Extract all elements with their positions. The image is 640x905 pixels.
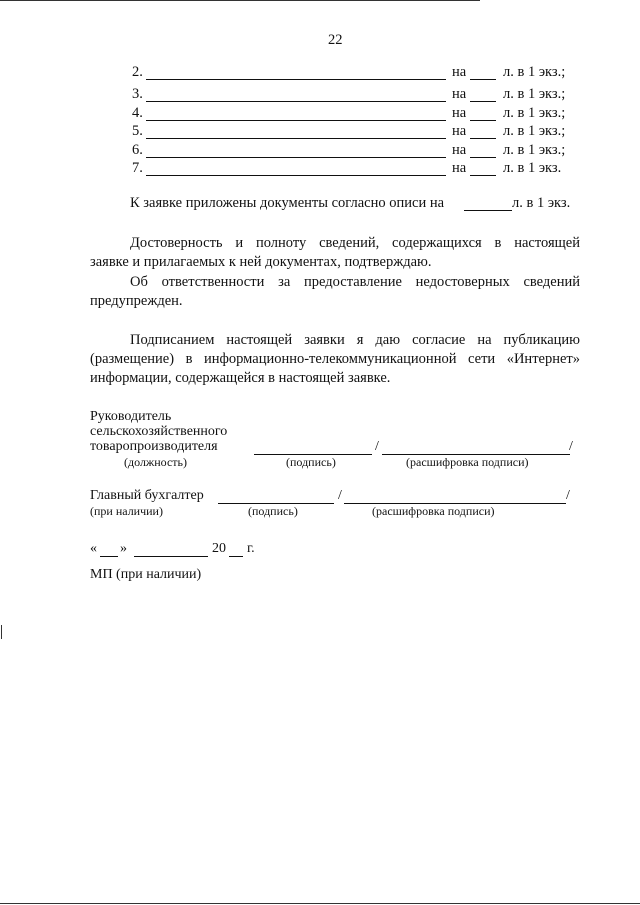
item-suffix: л. в 1 экз.; — [503, 123, 566, 139]
item-number: 2. — [132, 64, 143, 80]
item-suffix: л. в 1 экз.; — [503, 142, 566, 158]
item-sheets-blank — [470, 175, 496, 176]
date-year-blank — [229, 556, 243, 557]
date-close-quote: » — [120, 541, 127, 556]
item-suffix: л. в 1 экз. — [503, 160, 562, 176]
responsibility-line-1: Об ответственности за предоставление недостоверных сведений — [130, 274, 580, 290]
head-caption-position: (должность) — [124, 455, 187, 469]
item-na: на — [452, 142, 467, 158]
item-number: 5. — [132, 123, 143, 139]
accountant-slash: / — [338, 488, 342, 503]
item-number: 7. — [132, 160, 143, 176]
attachment-sheets-blank — [464, 210, 512, 211]
reliability-line-1: Достоверность и полноту сведений, содержащихся в настоящей — [130, 235, 580, 251]
item-sheets-blank — [470, 157, 496, 158]
stamp-label: МП (при наличии) — [90, 567, 202, 582]
attachment-text: К заявке приложены документы согласно описи на — [130, 195, 445, 211]
item-number: 3. — [132, 86, 143, 102]
scan-edge-bottom — [0, 903, 640, 904]
item-number: 4. — [132, 105, 143, 121]
head-caption-signature: (подпись) — [286, 455, 336, 469]
item-na: на — [452, 123, 467, 139]
item-sheets-blank — [470, 79, 496, 80]
consent-line-3: информации, содержащейся в настоящей заявке. — [90, 370, 391, 386]
head-slash: / — [375, 439, 379, 454]
date-year-prefix: 20 — [212, 541, 226, 556]
item-title-blank — [146, 157, 446, 158]
attachment-suffix: л. в 1 экз. — [512, 195, 571, 211]
scan-edge-left-mark — [1, 625, 2, 639]
item-suffix: л. в 1 экз.; — [503, 64, 566, 80]
item-na: на — [452, 160, 467, 176]
scan-edge-top — [0, 0, 480, 1]
accountant-caption-signature: (подпись) — [248, 504, 298, 518]
item-na: на — [452, 86, 467, 102]
consent-line-1: Подписанием настоящей заявки я даю согласие на публикацию — [130, 332, 580, 348]
consent-line-2: (размещение) в информационно-телекоммуникационной сети «Интернет» — [90, 351, 580, 367]
head-title-line-1: Руководитель — [90, 409, 172, 424]
accountant-title: Главный бухгалтер — [90, 488, 204, 503]
item-title-blank — [146, 101, 446, 102]
item-na: на — [452, 64, 467, 80]
responsibility-line-2: предупрежден. — [90, 293, 183, 309]
page-number: 22 — [328, 32, 343, 48]
item-title-blank — [146, 138, 446, 139]
reliability-line-2: заявке и прилагаемых к ней документах, подтверждаю. — [90, 254, 432, 270]
item-title-blank — [146, 79, 446, 80]
accountant-caption-note: (при наличии) — [90, 504, 163, 518]
item-na: на — [452, 105, 467, 121]
head-title-line-2: сельскохозяйственного — [90, 424, 228, 439]
item-sheets-blank — [470, 120, 496, 121]
head-slash-end: / — [569, 439, 573, 454]
item-suffix: л. в 1 экз.; — [503, 86, 566, 102]
date-open-quote: « — [90, 541, 97, 556]
accountant-slash-end: / — [566, 488, 570, 503]
date-year-suffix: г. — [247, 541, 255, 556]
accountant-caption-decoding: (расшифровка подписи) — [372, 504, 495, 518]
head-caption-decoding: (расшифровка подписи) — [406, 455, 529, 469]
item-title-blank — [146, 120, 446, 121]
item-sheets-blank — [470, 138, 496, 139]
item-number: 6. — [132, 142, 143, 158]
head-title-line-3: товаропроизводителя — [90, 439, 218, 454]
date-month-blank — [134, 556, 208, 557]
item-sheets-blank — [470, 101, 496, 102]
date-day-blank — [100, 556, 118, 557]
item-suffix: л. в 1 экз.; — [503, 105, 566, 121]
item-title-blank — [146, 175, 446, 176]
